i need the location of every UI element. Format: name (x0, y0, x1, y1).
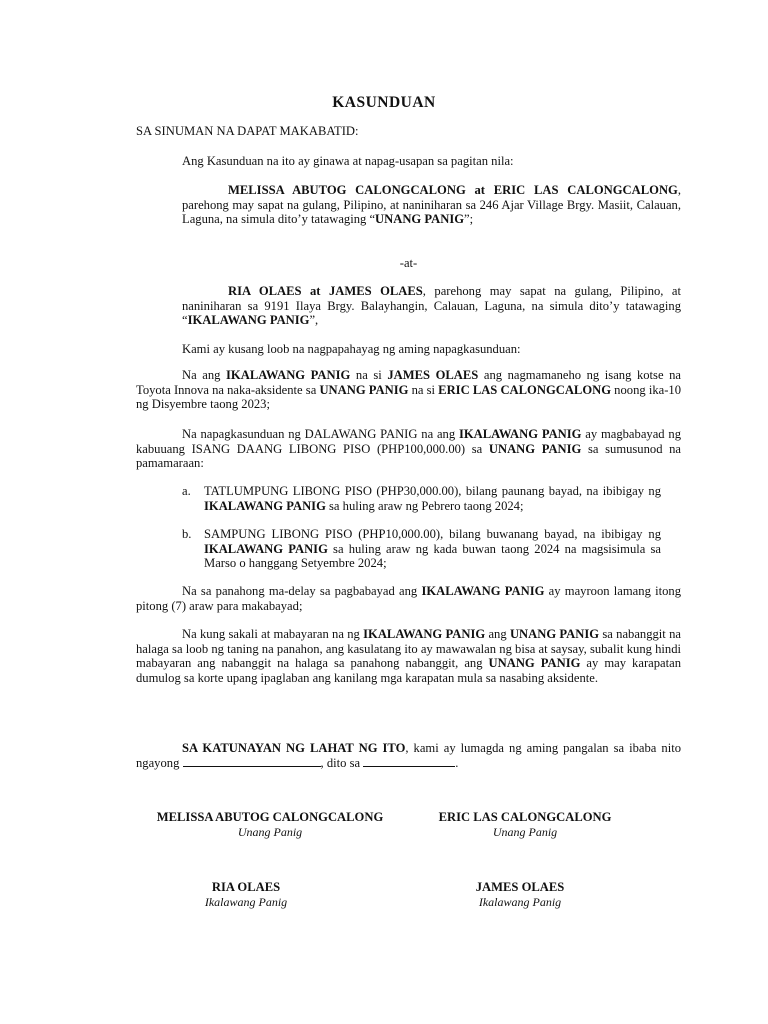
first-party-names: MELISSA ABUTOG CALONGCALONG at ERIC LAS CALONGCALONG (228, 183, 678, 197)
signatory-2-name: ERIC LAS CALONGCALONG (438, 810, 612, 824)
intro-paragraph: Ang Kasunduan na ito ay ginawa at napag-usapan sa pagitan nila: (182, 154, 514, 168)
clause-payment: Na napagkasunduan ng DALAWANG PANIG na ang IKALAWANG PANIG ay magbabayad ng kabuuang ISANG DAANG LIBONG PISO (PHP100,000.00) sa UNANG PANIG sa sumusunod na pamamaraan: (136, 427, 682, 471)
first-party-label: UNANG PANIG (375, 212, 465, 227)
second-party-names: RIA OLAES at JAMES OLAES (228, 284, 423, 298)
clause-validity: Na kung sakali at mabayaran na ng IKALAWANG PANIG ang UNANG PANIG sa nabanggit na halaga sa loob ng taning na panahon, ang kasulatang ito ay mawawalan ng bisa at saysay, subalit kung hindi mabayaran ang nabanggit na halaga sa panahong nabanggit, ang UNANG PANIG ay may karapatan dumulog sa korte upang ipaglaban ang kanilang mga karapatan mula sa nasabing aksidente. (136, 627, 682, 685)
salutation: SA SINUMAN NA DAPAT MAKABATID: (136, 124, 359, 138)
declaration-paragraph: Kami ay kusang loob na nagpapahayag ng aming napagkasunduan: (182, 342, 521, 356)
list-item-b: SAMPUNG LIBONG PISO (PHP10,000.00), bilang buwanang bayad, na ibibigay ng IKALAWANG PANIG sa huling araw ng kada buwan taong 2024 na magsisimula sa Marso o hanggang Setyembre 2024; (204, 527, 661, 571)
signatory-3-name: RIA OLAES (211, 880, 281, 894)
clause-accident: Na ang IKALAWANG PANIG na si JAMES OLAES ang nagmamaneho ng isang kotse na Toyota Innova na naka-aksidente sa UNANG PANIG na si ERIC LAS CALONGCALONG noong ika-10 ng Disyembre taong 2023; (136, 368, 682, 412)
second-party-label: IKALAWANG PANIG (187, 313, 310, 328)
signatory-4-role: Ikalawang Panig (478, 895, 562, 909)
place-blank-line[interactable] (363, 756, 455, 767)
document-title: KASUNDUAN (332, 94, 436, 111)
witness-paragraph: SA KATUNAYAN NG LAHAT NG ITO, kami ay lumagda ng aming pangalan sa ibaba nito ngayong , dito sa . (136, 741, 681, 770)
signatory-2-role: Unang Panig (492, 825, 558, 839)
second-party-paragraph: RIA OLAES at JAMES OLAES, parehong may sapat na gulang, Pilipino, at naniniharan sa 9191 Ilaya Brgy. Balayhangin, Calauan, Laguna, na simula dito’y tatawaging “IKALAWANG PANIG”, (182, 284, 681, 328)
signatory-1-name: MELISSA ABUTOG CALONGCALONG (156, 810, 384, 824)
date-blank-line[interactable] (183, 756, 321, 767)
first-party-paragraph: MELISSA ABUTOG CALONGCALONG at ERIC LAS CALONGCALONG, parehong may sapat na gulang, Pilipino, at naniniharan sa 246 Ajar Village Brgy. Masiit, Calauan, Laguna, na simula dito’y tatawaging “UNANG PANIG”; (182, 183, 681, 227)
clause-delay: Na sa panahong ma-delay sa pagbabayad ang IKALAWANG PANIG ay mayroon lamang itong pitong (7) araw para makabayad; (136, 584, 681, 613)
signatory-4-name: JAMES OLAES (475, 880, 565, 894)
party-separator: -at- (399, 256, 418, 270)
list-marker-a: a. (182, 484, 191, 498)
list-marker-b: b. (182, 527, 192, 541)
list-item-a: TATLUMPUNG LIBONG PISO (PHP30,000.00), bilang paunang bayad, na ibibigay ng IKALAWANG PANIG sa huling araw ng Pebrero taong 2024; (204, 484, 661, 513)
signatory-3-role: Ikalawang Panig (204, 895, 288, 909)
signatory-1-role: Unang Panig (237, 825, 303, 839)
